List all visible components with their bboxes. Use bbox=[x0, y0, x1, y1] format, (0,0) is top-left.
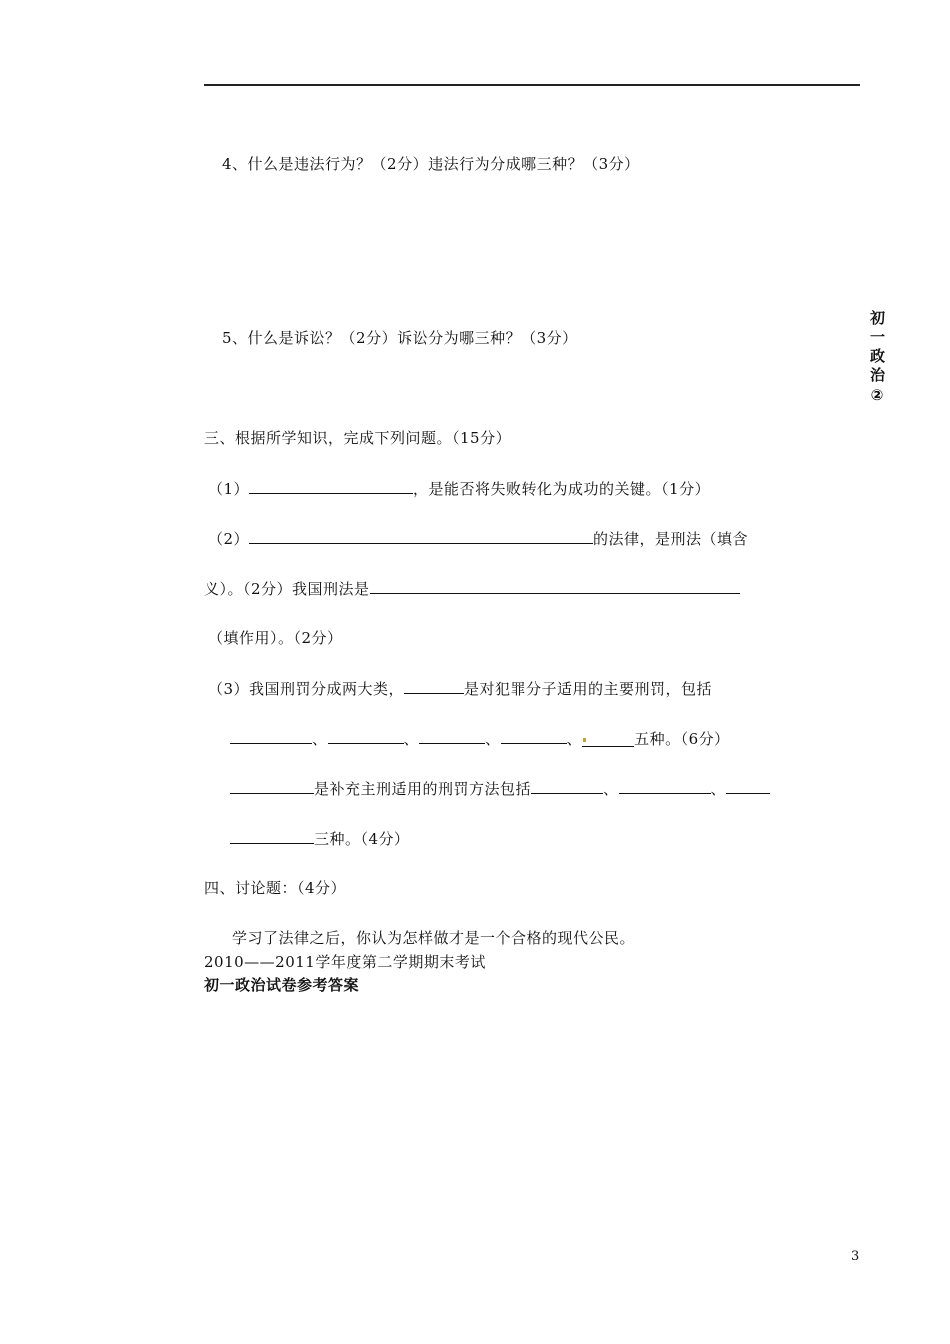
section-3-item-3-line-3 bbox=[230, 777, 770, 799]
separator: 、 bbox=[403, 730, 420, 748]
answer-blank[interactable] bbox=[230, 827, 314, 844]
question-4: 4、什么是违法行为？（2分）违法行为分成哪三种？（3分） bbox=[222, 155, 640, 173]
stray-mark bbox=[583, 738, 586, 742]
item-3-line-4-suffix: 三种。（4分） bbox=[314, 830, 410, 848]
answer-header-line-2: 初一政治试卷参考答案 bbox=[204, 976, 360, 994]
answer-blank[interactable] bbox=[370, 577, 740, 594]
section-3-item-2 bbox=[208, 527, 748, 549]
answer-blank[interactable] bbox=[230, 727, 312, 744]
item-3-prefix: （3）我国刑罚分成两大类， bbox=[208, 680, 405, 698]
item-3-line-2-suffix: 五种。（6分） bbox=[634, 730, 730, 748]
section-3-item-3-line-2 bbox=[230, 727, 730, 749]
answer-blank[interactable] bbox=[419, 727, 485, 744]
answer-header-line-1: 2010——2011学年度第二学期期末考试 bbox=[204, 953, 486, 971]
section-3-item-2-line-3: （填作用）。（2分） bbox=[208, 629, 343, 647]
section-3-heading: 三、根据所学知识，完成下列问题。（15分） bbox=[204, 429, 512, 447]
answer-blank[interactable] bbox=[230, 777, 314, 794]
answer-blank[interactable] bbox=[501, 727, 567, 744]
item-2-line-2-prefix: 义）。（2分）我国刑法是 bbox=[204, 580, 370, 598]
separator: 、 bbox=[312, 730, 328, 748]
section-4-body: 学习了法律之后，你认为怎样做才是一个合格的现代公民。 bbox=[232, 929, 636, 947]
item-1-prefix: （1） bbox=[208, 480, 250, 498]
section-3-item-2-line-2 bbox=[204, 577, 740, 599]
separator: 、 bbox=[566, 730, 583, 748]
answer-blank[interactable] bbox=[249, 527, 593, 544]
answer-blank[interactable] bbox=[582, 730, 634, 747]
item-2-prefix: （2） bbox=[208, 530, 250, 548]
separator: 、 bbox=[710, 780, 727, 798]
section-3-item-3-line-4 bbox=[230, 827, 410, 849]
answer-blank[interactable] bbox=[619, 777, 711, 794]
section-3-item-3 bbox=[208, 677, 712, 699]
item-2-suffix: 的法律，是刑法（填含 bbox=[593, 530, 749, 548]
separator: 、 bbox=[485, 730, 501, 748]
answer-blank[interactable] bbox=[726, 777, 770, 794]
answer-blank[interactable] bbox=[404, 677, 464, 694]
question-5: 5、什么是诉讼？（2分）诉讼分为哪三种？（3分） bbox=[222, 329, 578, 347]
answer-blank[interactable] bbox=[249, 477, 413, 494]
header-rule bbox=[204, 84, 860, 86]
section-3-item-1 bbox=[208, 477, 710, 499]
item-3-suffix: 是对犯罪分子适用的主要刑罚，包括 bbox=[464, 680, 713, 698]
item-1-suffix: ，是能否将失败转化为成功的关键。（1分） bbox=[413, 480, 711, 498]
page-number: 3 bbox=[851, 1249, 860, 1264]
separator: 、 bbox=[603, 780, 619, 798]
section-4-heading: 四、讨论题：（4分） bbox=[204, 879, 347, 897]
side-label: 初一政治② bbox=[868, 310, 886, 408]
answer-blank[interactable] bbox=[531, 777, 603, 794]
answer-blank[interactable] bbox=[328, 727, 404, 744]
item-3-line-3-mid: 是补充主刑适用的刑罚方法包括 bbox=[314, 780, 532, 798]
